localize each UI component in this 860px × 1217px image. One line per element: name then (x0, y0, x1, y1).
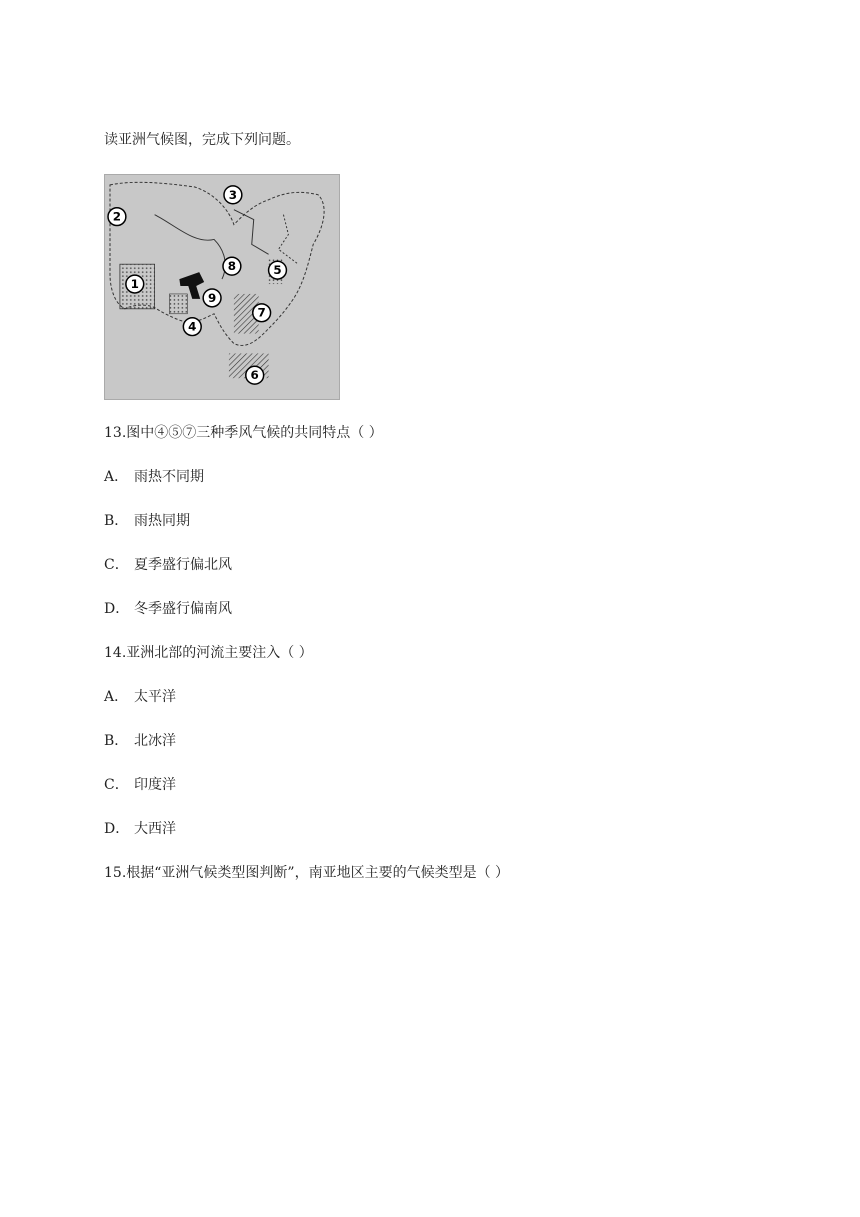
question-15-stem: 15.根据“亚洲气候类型图判断”，南亚地区主要的气候类型是（ ） (104, 865, 510, 881)
svg-text:5: 5 (273, 263, 282, 278)
svg-text:4: 4 (188, 319, 197, 334)
q13-option-d: D． 冬季盛行偏南风 (104, 601, 232, 617)
label-9 (203, 289, 221, 307)
svg-text:2: 2 (112, 209, 122, 224)
label-3 (224, 186, 242, 204)
question-13-stem: 13.图中④⑤⑦三种季风气候的共同特点（ ） (104, 425, 383, 441)
label-7 (253, 304, 271, 322)
svg-text:8: 8 (227, 259, 237, 274)
label-5 (269, 261, 287, 279)
label-6 (246, 366, 264, 384)
q13-option-c: C． 夏季盛行偏北风 (104, 557, 232, 573)
label-1 (126, 275, 144, 293)
q13-option-a: A． 雨热不同期 (104, 469, 204, 485)
question-14-stem: 14.亚洲北部的河流主要注入（ ） (104, 645, 313, 661)
svg-text:9: 9 (207, 290, 217, 305)
q14-option-c: C． 印度洋 (104, 777, 176, 793)
label-8 (223, 257, 241, 275)
q14-option-a: A． 太平洋 (104, 689, 176, 705)
svg-text:1: 1 (130, 276, 139, 291)
svg-text:6: 6 (250, 368, 259, 383)
q14-option-b: B． 北冰洋 (104, 733, 176, 749)
label-2 (108, 208, 126, 226)
svg-text:7: 7 (257, 305, 266, 320)
q13-option-b: B． 雨热同期 (104, 513, 190, 529)
q14-option-d: D． 大西洋 (104, 821, 176, 837)
svg-text:3: 3 (228, 187, 238, 202)
asia-climate-map (104, 174, 340, 400)
intro-text: 读亚洲气候图，完成下列问题。 (104, 132, 300, 148)
label-4 (183, 318, 201, 336)
map-figure (105, 175, 339, 399)
